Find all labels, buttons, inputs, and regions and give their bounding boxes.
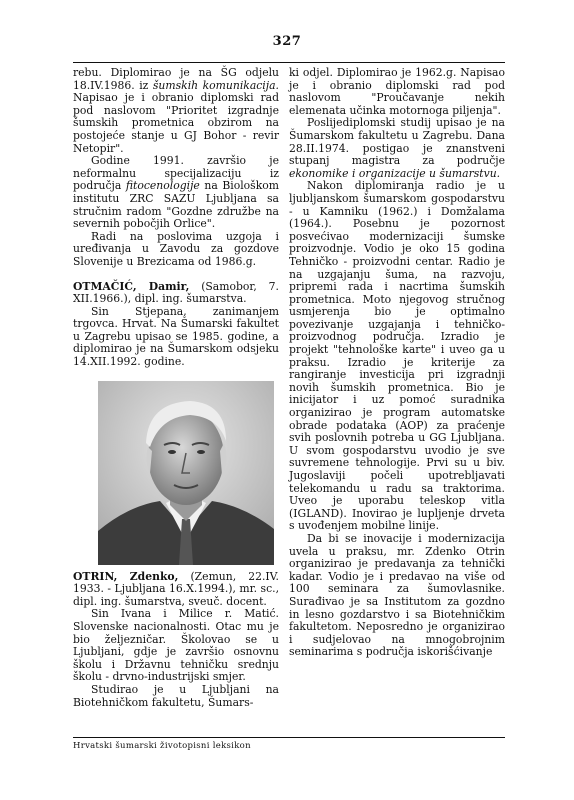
entry-name: OTRIN, Zdenko, [73, 569, 179, 583]
paragraph [73, 67, 279, 155]
footer-text: Hrvatski šumarski životopisni leksikon [73, 741, 251, 751]
portrait-photo [98, 381, 274, 565]
entry-name: OTMAČIĆ, Damir, [73, 279, 190, 293]
entry-details: (Samobor, 7. XII.1966.), dipl. ing. šumarstva. [73, 279, 279, 306]
paragraph [289, 117, 505, 180]
text: Poslijediplomski studij upisao je na Šumarskom fakultetu u Zagrebu. Dana 28.II.1974. postigao je znanstveni stupanj magistra za područje [289, 116, 505, 168]
paragraph: ki odjel. Diplomirao je 1962.g. Napisao je i obranio diplomski rad pod naslovom "Proučavanje nekih elemenata učinka motornoga piljenja". [289, 66, 505, 117]
italic-text: fitocenologije [125, 179, 200, 193]
text: na Biološkom institutu ZRC SAZU Ljubljana sa stručnim radom "Gozdne združbe na severnih pobočjih Orlice". [73, 179, 279, 231]
italic-text: šumskih komunikacija. [152, 78, 279, 92]
footer-rule [73, 737, 505, 738]
page-number: 327 [272, 34, 302, 49]
italic-text: ekonomike i organizacije u šumarstvu. [289, 166, 501, 180]
text: rebu. Diplomirao je na ŠG odjelu 18.IV.1986. iz [73, 66, 279, 92]
paragraph: Sin Ivana i Milice r. Matić. Slovenske nacionalnosti. Otac mu je bio željezničar. Školovao se u Ljubljani, gdje je završio osnovnu školu i Državnu tehničku srednju školu - drvno-industrijski smjer. [73, 607, 279, 684]
entry-details: (Zemun, 22.IV. 1933. - Ljubljana 16.X.1994.), mr. sc., dipl. ing. šumarstva, sveuč. docent. [73, 569, 279, 608]
header-rule [73, 62, 505, 63]
paragraph: Da bi se inovacije i modernizacija uvela u praksu, mr. Zdenko Otrin organizirao je predavanja za tehnički kadar. Vodio je i predavao na više od 100 seminara za šumovlasnike. Surađivao je sa Institutom za gozdno in lesno gozdarstvo i sa Biotehničkim fakultetom. Neposredno je organizirao i sudjelovao na mnogobrojnim seminarima s područja iskorišćivanje [289, 531, 505, 659]
text: Godine 1991. završio je neformalnu specijalizaciju iz područja [73, 154, 279, 193]
text: Napisao je i obranio diplomski rad pod naslovom "Prioritet izgradnje šumskih prometnica obzirom na postojeće stanje u GJ Bohor - revir Netopir". [73, 91, 279, 155]
paragraph: Studirao je u Ljubljani na Biotehničkom fakultetu, Šumars- [73, 683, 279, 709]
portrait-image [98, 381, 274, 565]
left-column [73, 67, 279, 709]
paragraph: Sin Stjepana, zanimanjem trgovca. Hrvat. Na Šumarski fakultet u Zagrebu upisao se 1985. godine, a diplomirao je na Šumarskom odsjeku 14.XII.1992. godine. [73, 304, 279, 369]
paragraph [73, 155, 279, 231]
paragraph: Nakon diplomiranja radio je u ljubljanskom šumarskom gospodarstvu - u Kamniku (1962.) i Domžalama (1964.). Posebnu je pozornost posvećivao modernizaciji šumske proizvodnje. Vodio je oko 15 godina Tehničko - proizvodni centar. Radio je na uzgajanju šuma, na razvoju, pripremi rada i nacrtima šumskih prometnica. Moto njegovog stručnog usmjerenja bio je optimalno povezivanje uzgajanja i tehničko-proizvodnog područja. Izradio je projekt "tehnološke karte" i uveo ga u praksu. Izradio je kriterije za rangiranje investicija pri izgradnji novih šumskih prometnica. Bio je inicijator i uz pomoć suradnika organizirao je program automatske obrade podataka (AOP) za praćenje svih poslovnih potreba u GG Ljubljana. U svom gospodarstvu uvodio je sve suvremene tehnologije. Prvi su u biv. Jugoslaviji počeli upotrebljavati telekomandu u radu sa traktorima. Uveo je uporabu teleskop vitla (IGLAND). Inovirao je lupljenje drveta s uvođenjem mobilne linije. [289, 179, 505, 533]
entry-heading-otmacic [73, 281, 279, 306]
entry-heading-otrin [73, 571, 279, 609]
paragraph: Radi na poslovima uzgoja i uređivanja u Zavodu za gozdove Slovenije u Brezicama od 1986.g. [73, 229, 279, 268]
right-column [289, 67, 505, 659]
